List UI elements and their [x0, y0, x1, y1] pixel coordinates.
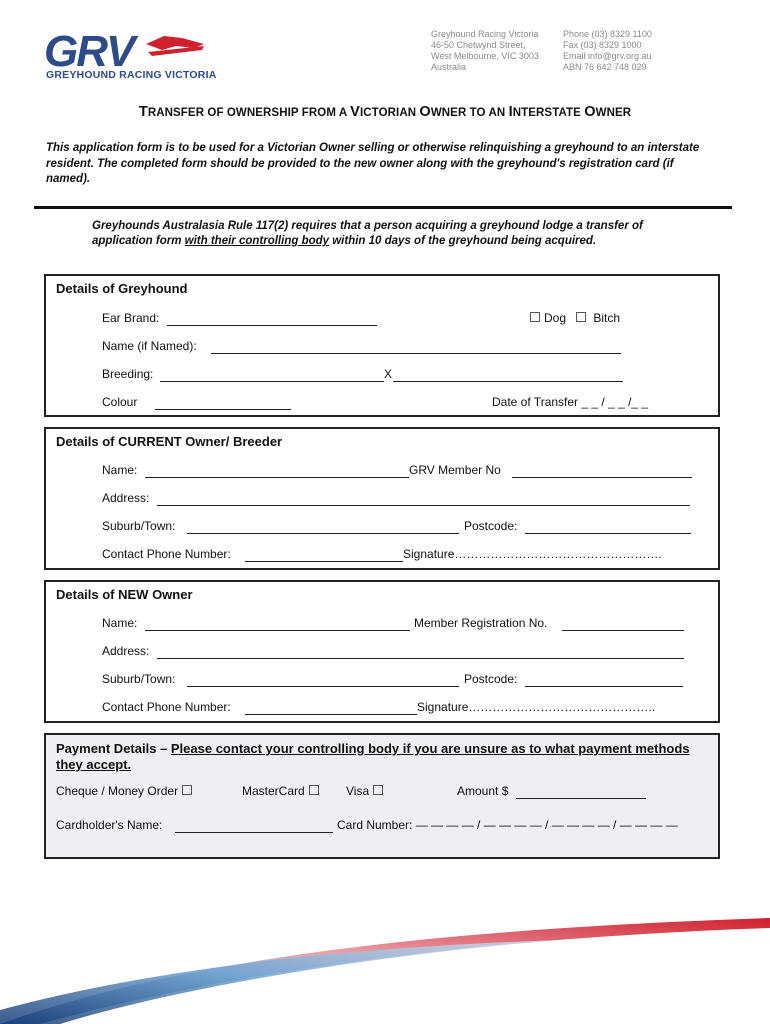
- member-registration-field[interactable]: [562, 630, 684, 631]
- cardholder-label: Cardholder's Name:: [56, 818, 163, 832]
- address-line: Greyhound Racing Victoria: [431, 29, 539, 39]
- current-owner-postcode-field[interactable]: [525, 533, 691, 534]
- visa-checkbox[interactable]: [373, 785, 383, 795]
- sire-field[interactable]: [160, 381, 384, 382]
- new-owner-signature-field[interactable]: Signature………………………………………..: [417, 700, 656, 714]
- logo-text: GREYHOUND RACING VICTORIA: [46, 69, 217, 81]
- mastercard-label: MasterCard: [242, 784, 305, 798]
- section-title: Details of CURRENT Owner/ Breeder: [56, 434, 283, 449]
- dam-field[interactable]: [393, 381, 623, 382]
- contact-block: [563, 29, 652, 73]
- dog-checkbox[interactable]: [530, 312, 540, 322]
- amount-field[interactable]: [516, 798, 646, 799]
- mastercard-checkbox[interactable]: [309, 785, 319, 795]
- member-no-field[interactable]: [512, 477, 692, 478]
- contact-line: Email info@grv.org.au: [563, 51, 652, 61]
- sex-options: [526, 311, 620, 325]
- suburb-label: Suburb/Town:: [102, 672, 176, 686]
- contact-line: Phone (03) 8329 1100: [563, 29, 652, 39]
- page-title: TRANSFER OF OWNERSHIP FROM A VICTORIAN OWNER TO AN INTERSTATE OWNER: [138, 104, 632, 120]
- mastercard-option: [242, 784, 323, 798]
- visa-label: Visa: [346, 784, 370, 798]
- amount-label: Amount $: [457, 784, 509, 798]
- card-number-field[interactable]: Card Number: — — — — / — — — — / — — — — / — — — —: [337, 818, 678, 832]
- cheque-checkbox[interactable]: [182, 785, 192, 795]
- contact-line: ABN 76 642 748 029: [563, 62, 647, 72]
- date-of-transfer-field[interactable]: Date of Transfer _ _ / _ _ /_ _: [492, 395, 649, 409]
- new-owner-address-field[interactable]: [157, 658, 684, 659]
- new-owner-section: [44, 580, 720, 723]
- contact-line: Fax (03) 8329 1000: [563, 40, 642, 50]
- new-owner-name-field[interactable]: [145, 630, 410, 631]
- member-registration-label: Member Registration No.: [414, 616, 548, 630]
- colour-label: Colour: [102, 395, 138, 409]
- visa-option: [346, 784, 387, 798]
- section-title: Details of NEW Owner: [56, 587, 193, 602]
- current-owner-signature-field[interactable]: Signature…………………………………………….: [403, 547, 662, 561]
- intro-text: This application form is to be used for a Victorian Owner selling or otherwise relinquishing a greyhound to an interstate resident. The completed form should be provided to the new owner along with the greyhound's registration card (if named).: [46, 142, 700, 185]
- postcode-label: Postcode:: [464, 519, 518, 533]
- brand-swoosh: [0, 900, 770, 1024]
- current-owner-address-field[interactable]: [157, 505, 690, 506]
- payment-section: [44, 733, 720, 859]
- address-label: Address:: [102, 644, 150, 658]
- name-label: Name:: [102, 616, 138, 630]
- section-title: Payment Details – Please contact your controlling body if you are unsure as to what payment methods they accept.: [56, 741, 690, 772]
- section-title: Details of Greyhound: [56, 281, 188, 296]
- ear-brand-field[interactable]: [167, 325, 377, 326]
- svg-text:GRV: GRV: [44, 27, 134, 76]
- name-label: Name:: [102, 463, 138, 477]
- bitch-checkbox[interactable]: [576, 312, 586, 322]
- current-owner-name-field[interactable]: [145, 477, 409, 478]
- bitch-label: Bitch: [593, 311, 621, 325]
- greyhound-section: [44, 274, 720, 417]
- member-no-label: GRV Member No: [409, 463, 501, 477]
- address-line: West Melbourne, VIC 3003: [431, 51, 539, 61]
- current-owner-section: [44, 427, 720, 570]
- current-owner-suburb-field[interactable]: [187, 533, 459, 534]
- phone-label: Contact Phone Number:: [102, 547, 231, 561]
- cheque-option: [56, 784, 196, 798]
- cheque-label: Cheque / Money Order: [56, 784, 179, 798]
- greyhound-name-field[interactable]: [211, 353, 621, 354]
- cardholder-name-field[interactable]: [175, 832, 333, 833]
- address-line: Australia: [431, 62, 467, 72]
- current-owner-phone-field[interactable]: [245, 561, 403, 562]
- suburb-label: Suburb/Town:: [102, 519, 176, 533]
- divider: [34, 206, 732, 209]
- breeding-label: Breeding:: [102, 367, 154, 381]
- ear-brand-label: Ear Brand:: [102, 311, 160, 325]
- breeding-x: X: [384, 367, 393, 381]
- dog-label: Dog: [544, 311, 567, 325]
- new-owner-suburb-field[interactable]: [187, 686, 459, 687]
- rule-note: Greyhounds Australasia Rule 117(2) requires that a person acquiring a greyhound lodge a transfer of application form with their controlling body within 10 days of the greyhound being acquired.: [92, 220, 643, 247]
- phone-label: Contact Phone Number:: [102, 700, 231, 714]
- postcode-label: Postcode:: [464, 672, 518, 686]
- colour-field[interactable]: [155, 409, 291, 410]
- address-label: Address:: [102, 491, 150, 505]
- new-owner-postcode-field[interactable]: [525, 686, 683, 687]
- address-block: [431, 29, 539, 73]
- address-line: 46-50 Chetwynd Street,: [431, 40, 526, 50]
- name-label: Name (if Named):: [102, 339, 197, 353]
- new-owner-phone-field[interactable]: [245, 714, 417, 715]
